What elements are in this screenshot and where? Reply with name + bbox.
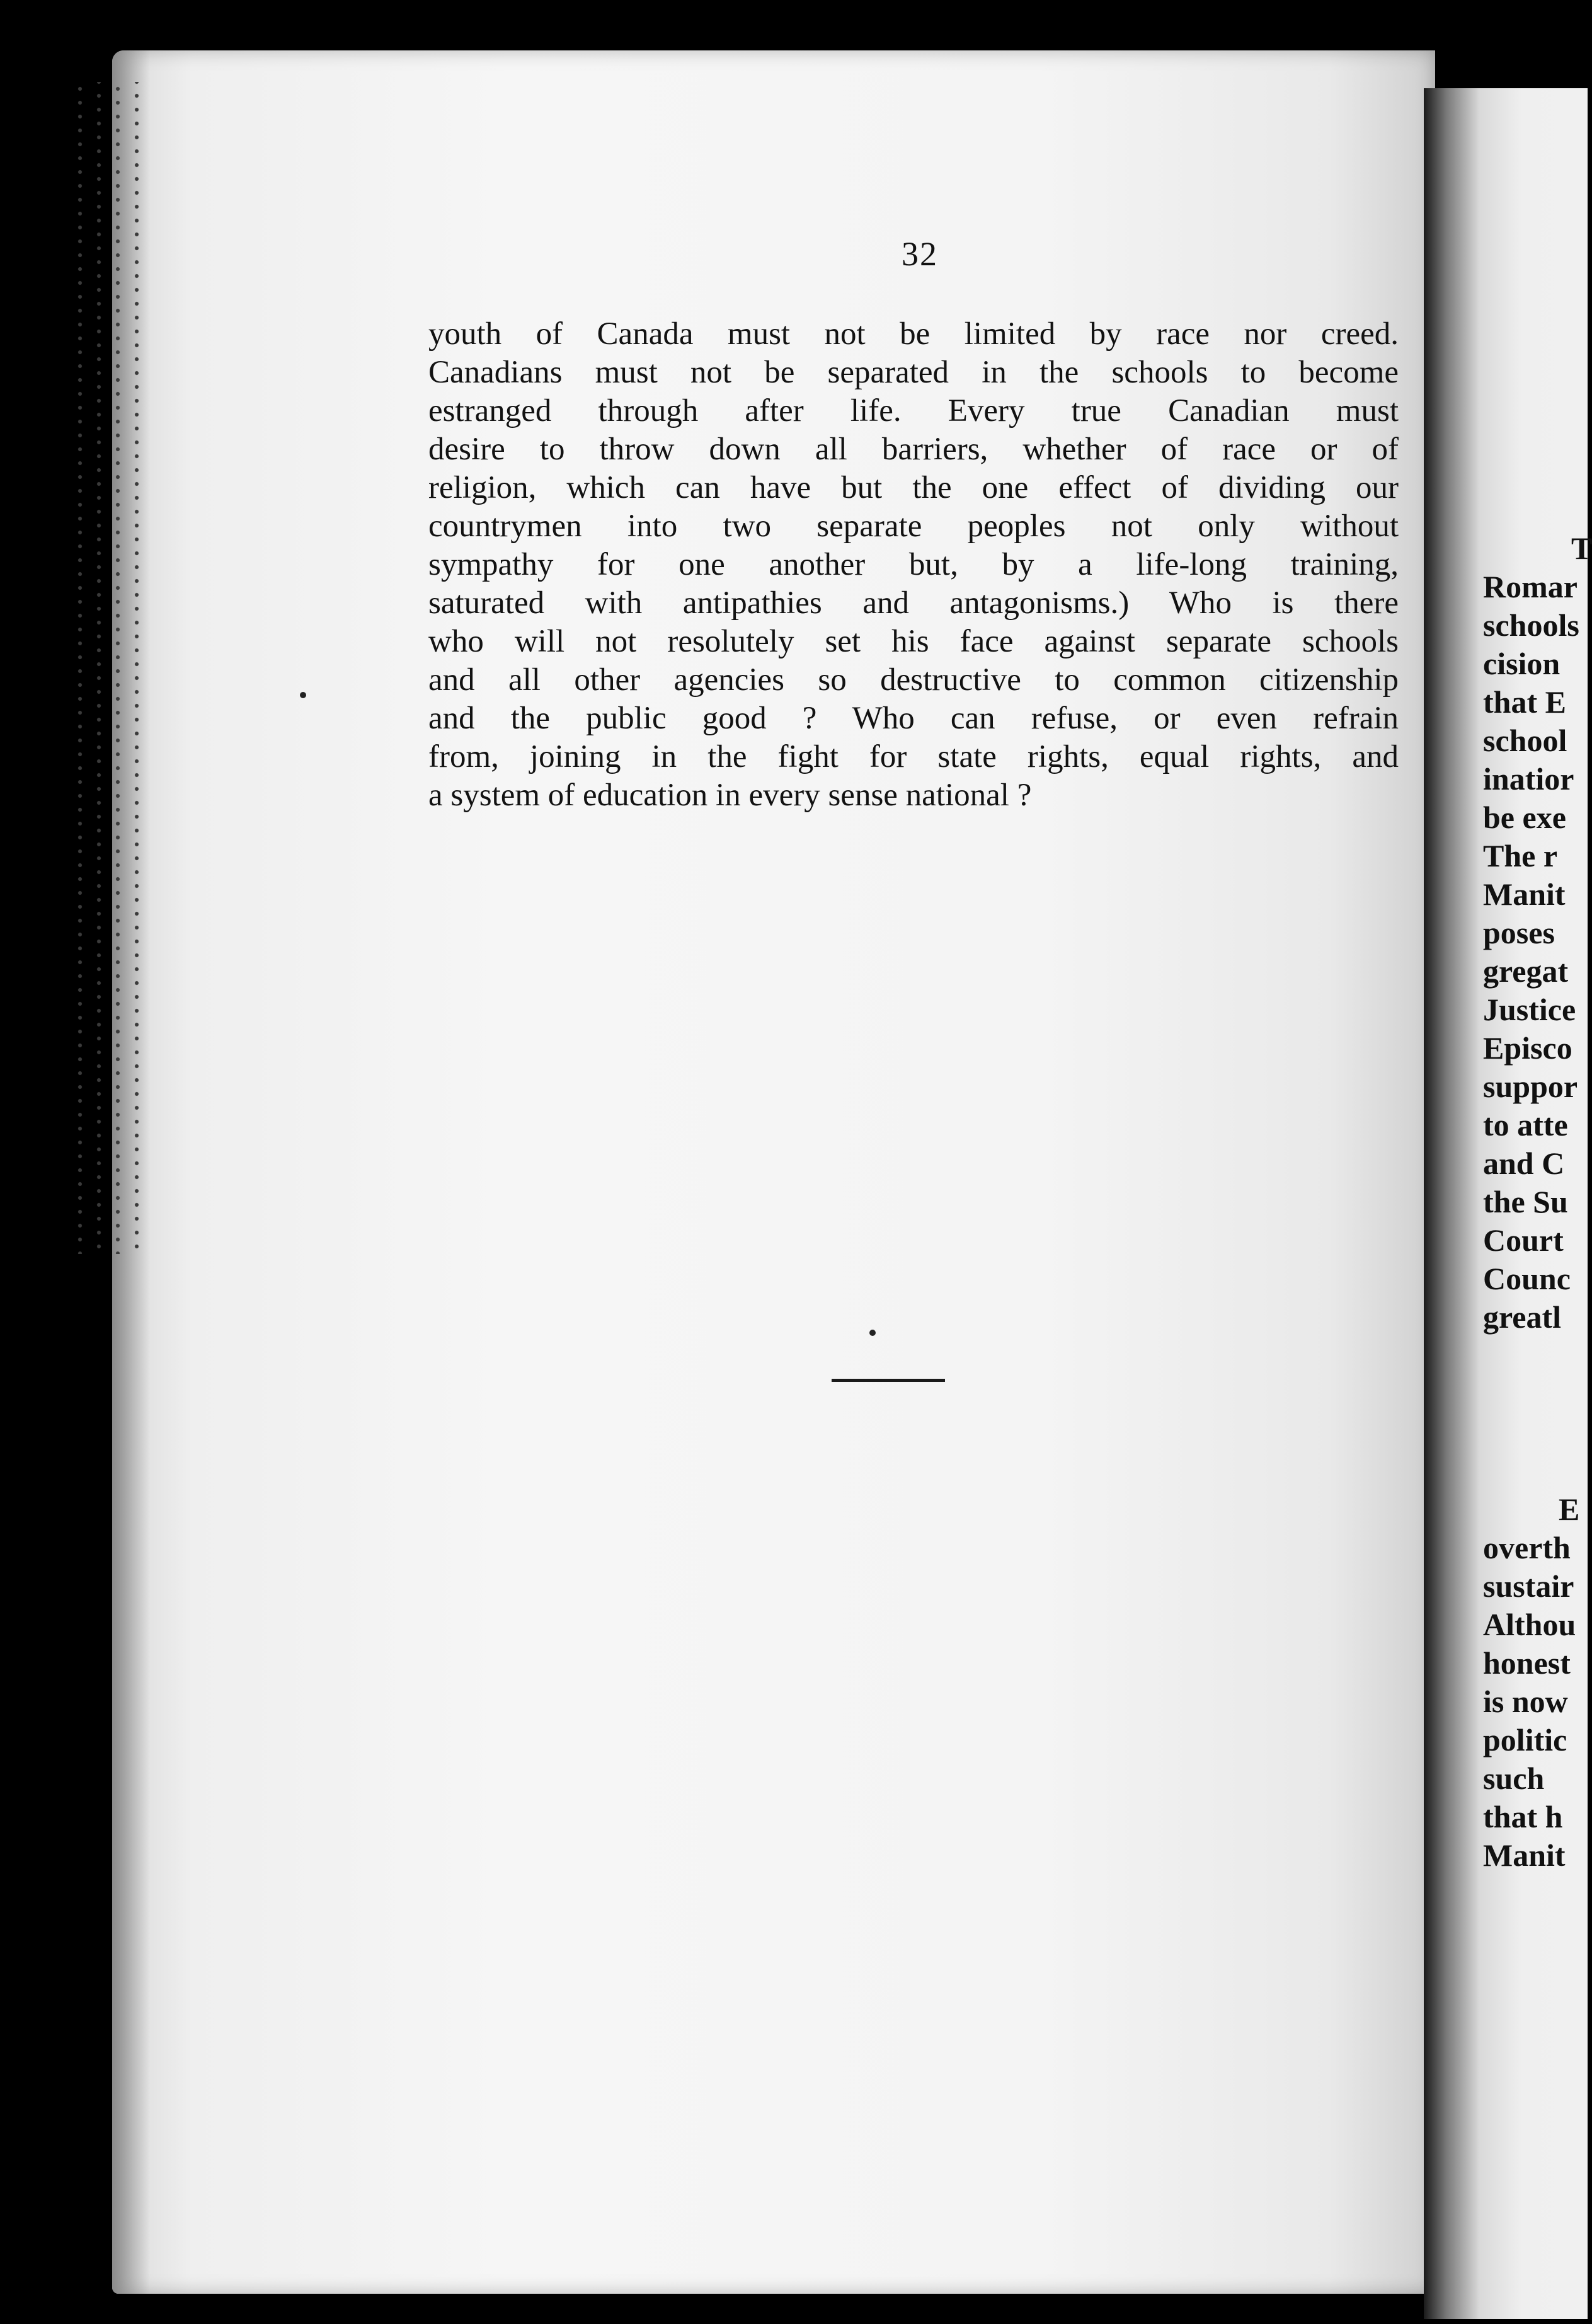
perforation-column: [96, 82, 102, 1254]
text-line: and the public good ? Who can refuse, or even refrain: [428, 701, 1399, 736]
adjacent-line: the Su: [1483, 1184, 1568, 1219]
adjacent-line: T: [1571, 531, 1592, 566]
text-line: desire to throw down all barriers, whether of race or of: [428, 432, 1399, 467]
text-line: religion, which can have but the one effect of dividing our: [428, 470, 1399, 505]
adjacent-line: politic: [1483, 1722, 1567, 1757]
text-line: sympathy for one another but, by a life-long training,: [428, 547, 1399, 582]
ink-speck: [869, 1330, 876, 1336]
adjacent-line: sustair: [1483, 1568, 1574, 1604]
adjacent-line: is now: [1483, 1684, 1568, 1719]
spacer: [1483, 1337, 1588, 1490]
adjacent-line: Romar: [1483, 569, 1578, 604]
adjacent-line: cision: [1483, 646, 1561, 681]
adjacent-line: inatior: [1483, 761, 1574, 797]
text-line: from, joining in the fight for state rights, equal rights, and: [428, 739, 1399, 774]
adjacent-line: Justice: [1483, 992, 1576, 1027]
adjacent-line: Manit: [1483, 877, 1566, 912]
adjacent-line: The r: [1483, 838, 1558, 873]
adjacent-line: that h: [1483, 1799, 1563, 1834]
adjacent-line: school: [1483, 723, 1567, 758]
adjacent-line: be exe: [1483, 800, 1566, 835]
adjacent-line: gregat: [1483, 953, 1569, 989]
page-number: 32: [902, 235, 938, 273]
adjacent-line: Manit: [1483, 1838, 1566, 1873]
adjacent-line: Court: [1483, 1222, 1564, 1258]
adjacent-line: Althou: [1483, 1607, 1576, 1642]
text-line: countrymen into two separate peoples not only without: [428, 509, 1399, 544]
adjacent-line: to atte: [1483, 1107, 1568, 1142]
adjacent-line: Counc: [1483, 1261, 1571, 1296]
adjacent-line: schools: [1483, 607, 1579, 643]
ink-speck: [300, 692, 306, 698]
adjacent-line: E: [1559, 1492, 1580, 1527]
adjacent-line: that E: [1483, 684, 1566, 720]
text-line: Canadians must not be separated in the schools to become: [428, 355, 1399, 390]
binding-perforations: [74, 82, 150, 1254]
adjacent-line: and C: [1483, 1146, 1565, 1181]
perforation-column: [115, 82, 121, 1254]
text-line: estranged through after life. Every true Canadian must: [428, 393, 1399, 429]
body-paragraph: [428, 315, 1399, 815]
adjacent-page-text: [1483, 529, 1592, 1875]
text-line: saturated with antipathies and antagonisms.) Who is there: [428, 585, 1399, 621]
adjacent-line: such: [1483, 1761, 1545, 1796]
perforation-column: [77, 82, 83, 1254]
text-line: youth of Canada must not be limited by race nor creed.: [428, 316, 1399, 352]
section-rule: [832, 1379, 945, 1382]
text-line: who will not resolutely set his face against separate schools: [428, 624, 1399, 659]
text-line: a system of education in every sense national ?: [428, 778, 1032, 813]
adjacent-line: Episco: [1483, 1030, 1572, 1066]
adjacent-line: honest: [1483, 1645, 1571, 1681]
text-line: and all other agencies so destructive to common citizenship: [428, 662, 1399, 698]
adjacent-line: poses: [1483, 915, 1555, 950]
adjacent-line: suppor: [1483, 1069, 1578, 1104]
adjacent-line: overth: [1483, 1530, 1571, 1565]
adjacent-line: greatl: [1483, 1299, 1562, 1335]
perforation-column: [134, 82, 140, 1254]
